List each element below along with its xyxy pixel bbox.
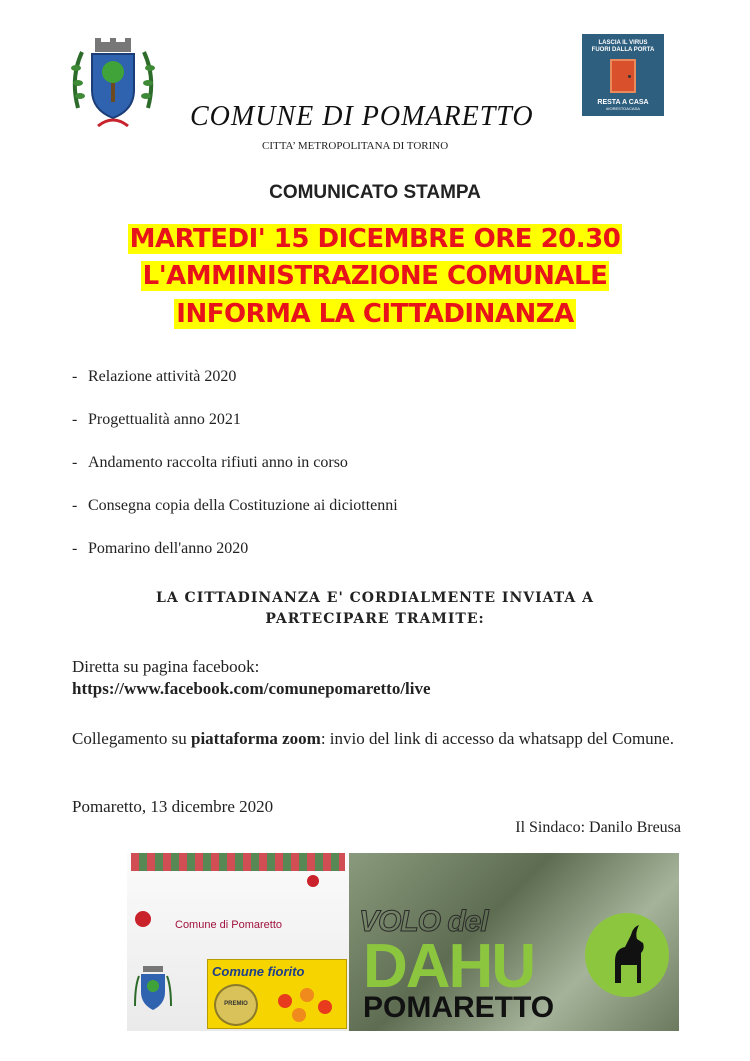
- signature: Il Sindaco: Danilo Breusa: [515, 819, 681, 836]
- small-crest-icon: [133, 966, 173, 1012]
- municipal-crest-icon: [68, 38, 158, 130]
- list-item: - Pomarino dell'anno 2020: [72, 540, 249, 557]
- invite-text: [0, 588, 750, 630]
- list-item-text: Andamento raccolta rifiuti anno in corso: [88, 454, 348, 471]
- zoom-platform: piattaforma zoom: [190, 729, 321, 748]
- bottom-banner: [127, 853, 679, 1031]
- list-item: - Relazione attività 2020: [72, 368, 237, 385]
- dahu-logo-text: DAHU: [363, 932, 535, 1001]
- badge-logos-strip: [582, 116, 664, 126]
- headline-text-2: L'AMMINISTRAZIONE COMUNALE: [142, 261, 608, 291]
- zoom-paragraph: [72, 728, 684, 750]
- list-item: - Progettualità anno 2021: [72, 411, 241, 428]
- headline-line-1: [0, 224, 750, 254]
- invite-line-2: PARTECIPARE TRAMITE:: [265, 611, 485, 627]
- agenda-list: [72, 368, 398, 583]
- headline-line-2: [0, 261, 750, 291]
- comune-fiorito-badge: [207, 959, 347, 1029]
- list-item-text: Progettualità anno 2021: [88, 411, 241, 428]
- ornament-icon: [135, 911, 151, 927]
- christmas-panel: [127, 853, 349, 1031]
- list-item-text: Relazione attività 2020: [88, 368, 237, 385]
- headline-text-1: MARTEDI' 15 DICEMBRE ORE 20.30: [129, 224, 621, 254]
- list-item-text: Pomarino dell'anno 2020: [88, 540, 249, 557]
- list-item: - Andamento raccolta rifiuti anno in corso: [72, 454, 348, 471]
- badge-line-1: LASCIA IL VIRUS: [598, 40, 648, 46]
- award-seal-icon: [214, 984, 258, 1026]
- badge-line-3: RESTA A CASA: [597, 99, 649, 106]
- date-line: Pomaretto, 13 dicembre 2020: [72, 797, 274, 816]
- list-item: - Consegna copia della Costituzione ai diciottenni: [72, 497, 398, 514]
- page-subtitle: CITTA’ METROPOLITANA DI TORINO: [262, 140, 449, 152]
- flower-icon: [318, 1000, 332, 1014]
- zoom-suffix: : invio del link di accesso da whatsapp del Comune.: [320, 729, 674, 748]
- banner-comune-label: Comune di Pomaretto: [175, 919, 282, 931]
- invite-line-1: LA CITTADINANZA E' CORDIALMENTE INVIATA A: [155, 590, 595, 606]
- page-title: COMUNE DI POMARETTO: [190, 101, 534, 132]
- pomaretto-label: POMARETTO: [363, 991, 555, 1024]
- goat-icon: [585, 913, 669, 997]
- goat-silhouette-icon: [585, 913, 669, 997]
- door-icon: [610, 59, 636, 93]
- press-label: COMUNICATO STAMPA: [269, 182, 481, 203]
- list-item-text: Consegna copia della Costituzione ai diciottenni: [88, 497, 398, 514]
- badge-line-4: #IORESTOACASA: [606, 106, 640, 111]
- flower-icon: [300, 988, 314, 1002]
- headline-text-3: INFORMA LA CITTADINANZA: [176, 299, 574, 329]
- fiorito-label: Comune fiorito: [212, 964, 305, 979]
- ornament-icon: [307, 875, 319, 887]
- flower-icon: [292, 1008, 306, 1022]
- headline-line-3: [0, 299, 750, 329]
- premio-label: PREMIO: [224, 1001, 248, 1007]
- facebook-label: Diretta su pagina facebook:: [72, 657, 260, 676]
- volo-label: VOLO del: [359, 905, 488, 938]
- stay-home-badge: [582, 34, 664, 126]
- flower-icon: [278, 994, 292, 1008]
- badge-line-2: FUORI DALLA PORTA: [591, 47, 655, 53]
- zoom-prefix: Collegamento su: [72, 729, 191, 748]
- facebook-link[interactable]: https://www.facebook.com/comunepomaretto/live: [72, 679, 431, 698]
- garland-decoration: [131, 853, 345, 871]
